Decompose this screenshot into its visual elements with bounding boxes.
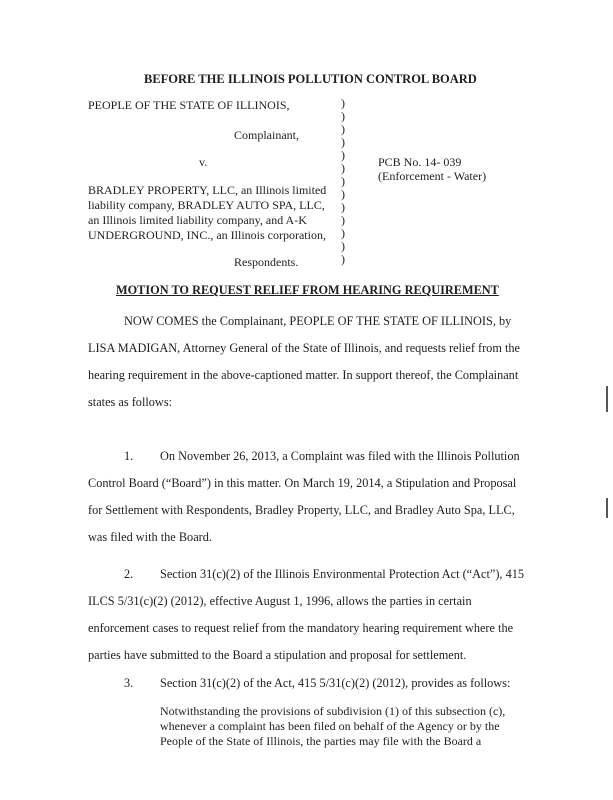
motion-title: MOTION TO REQUEST RELIEF FROM HEARING REQUIREMENT — [116, 283, 499, 297]
caption-paren: ) — [341, 200, 345, 214]
paragraph-number: 3. — [124, 676, 134, 690]
paragraph-line: parties have submitted to the Board a stipulation and proposal for settlement. — [88, 648, 467, 662]
plaintiff-name: PEOPLE OF THE STATE OF ILLINOIS, — [88, 98, 290, 112]
defendant-line: liability company, BRADLEY AUTO SPA, LLC, — [88, 198, 325, 212]
paragraph-line: Section 31(c)(2) of the Act, 415 5/31(c)(2) (2012), provides as follows: — [160, 676, 511, 690]
scan-edge-mark — [606, 386, 608, 412]
caption-paren: ) — [341, 252, 345, 266]
paragraph-line: enforcement cases to request relief from the mandatory hearing requirement where the — [88, 621, 514, 635]
intro-line: hearing requirement in the above-captioned matter. In support thereof, the Complainant — [88, 368, 519, 382]
paragraph-line: ILCS 5/31(c)(2) (2012), effective August 1, 1996, allows the parties in certain — [88, 594, 472, 608]
paragraph-number: 1. — [124, 449, 134, 463]
scan-edge-mark — [606, 498, 608, 518]
case-number: PCB No. 14- 039 — [378, 155, 462, 169]
paragraph-number: 2. — [124, 567, 134, 581]
defendant-line: BRADLEY PROPERTY, LLC, an Illinois limited — [88, 183, 327, 197]
paragraph-line: Section 31(c)(2) of the Illinois Environmental Protection Act (“Act”), 415 — [160, 567, 525, 581]
caption-paren: ) — [341, 161, 345, 175]
caption-paren: ) — [341, 174, 345, 188]
caption-paren: ) — [341, 239, 345, 253]
caption-paren: ) — [341, 148, 345, 162]
intro-line: states as follows: — [88, 395, 173, 409]
paragraph-line: On November 26, 2013, a Complaint was filed with the Illinois Pollution — [160, 449, 520, 463]
caption-paren: ) — [341, 122, 345, 136]
caption-paren: ) — [341, 96, 345, 110]
defendant-line: an Illinois limited liability company, and A-K — [88, 213, 307, 227]
intro-line: LISA MADIGAN, Attorney General of the State of Illinois, and requests relief from the — [88, 341, 520, 355]
board-title: BEFORE THE ILLINOIS POLLUTION CONTROL BOARD — [144, 72, 477, 86]
caption-paren: ) — [341, 226, 345, 240]
quote-line: Notwithstanding the provisions of subdivision (1) of this subsection (c), — [160, 704, 506, 718]
paragraph-line: was filed with the Board. — [88, 530, 212, 544]
defendant-role: Respondents. — [234, 255, 299, 269]
quote-line: People of the State of Illinois, the parties may file with the Board a — [160, 734, 482, 748]
case-type: (Enforcement - Water) — [378, 169, 487, 183]
quote-line: whenever a complaint has been filed on behalf of the Agency or by the — [160, 719, 500, 733]
caption-paren: ) — [341, 213, 345, 227]
paragraph-line: Control Board (“Board”) in this matter. On March 19, 2014, a Stipulation and Proposal — [88, 476, 517, 490]
defendant-line: UNDERGROUND, INC., an Illinois corporation, — [88, 228, 326, 242]
caption-paren: ) — [341, 135, 345, 149]
caption-paren: ) — [341, 187, 345, 201]
plaintiff-role: Complainant, — [234, 128, 299, 142]
intro-line: NOW COMES the Complainant, PEOPLE OF THE STATE OF ILLINOIS, by — [124, 314, 512, 328]
versus: v. — [199, 155, 208, 169]
caption-paren: ) — [341, 109, 345, 123]
paragraph-line: for Settlement with Respondents, Bradley Property, LLC, and Bradley Auto Spa, LLC, — [88, 503, 515, 517]
